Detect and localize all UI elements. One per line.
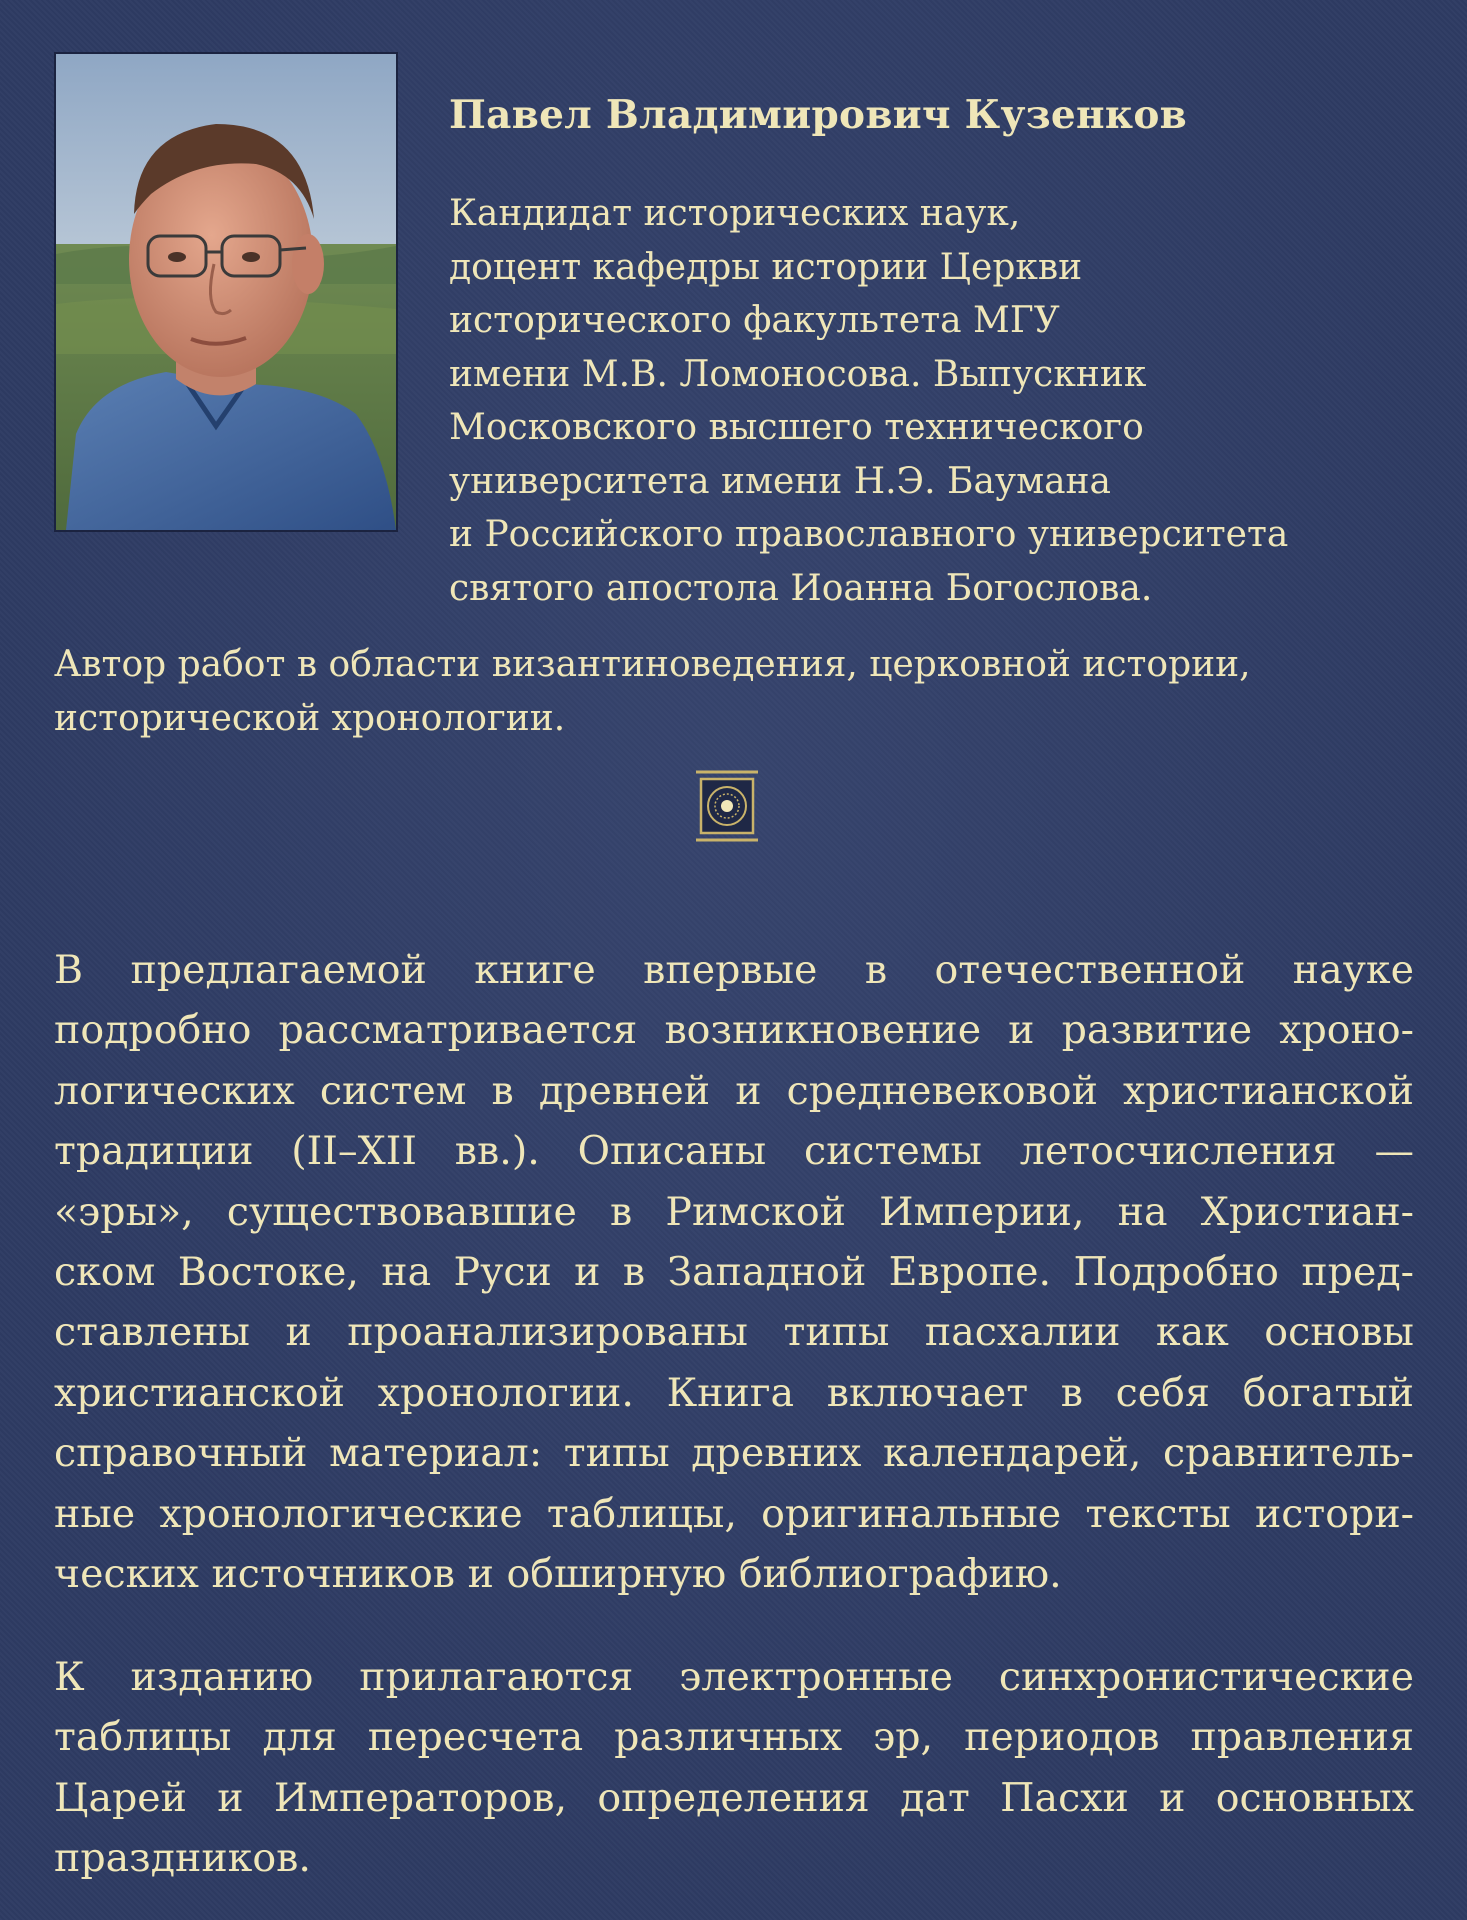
author-bio (449, 187, 1288, 615)
description-line: ском Востоке, на Руси и в Западной Европе. Подробно пред- (54, 1249, 1414, 1296)
bio-line: университета имени Н.Э. Баумана (449, 460, 1112, 502)
description-line: К изданию прилагаются электронные синхронистические (54, 1654, 1414, 1700)
description-line: «эры», существовавшие в Римской Империи, на Христиан- (54, 1188, 1414, 1235)
bio-line: доцент кафедры истории Церкви (449, 246, 1083, 288)
works-line: исторической хронологии. (54, 697, 566, 739)
bio-line: имени М.В. Ломоносова. Выпускник (449, 353, 1147, 395)
description-line: христианской хронологии. Книга включает в себя богатый (54, 1369, 1414, 1416)
author-photo (54, 52, 398, 532)
description-line: логических систем в древней и средневековой христианской (54, 1067, 1414, 1114)
description-line: ческих источников и обширную библиографию. (54, 1551, 1062, 1598)
author-works (54, 638, 1251, 745)
sun-emblem-icon (694, 770, 760, 842)
description-line: таблицы для пересчета различных эр, периодов правления (54, 1714, 1414, 1761)
book-description (54, 940, 1414, 1604)
description-line: ные хронологические таблицы, оригинальные тексты истори- (54, 1490, 1414, 1537)
description-line: подробно рассматривается возникновение и развитие хроно- (54, 1007, 1414, 1054)
description-line: праздников. (54, 1835, 311, 1882)
description-line: Царей и Императоров, определения дат Пасхи и основных (54, 1774, 1414, 1821)
bio-line: святого апостола Иоанна Богослова. (449, 567, 1153, 609)
bio-line: исторического факультета МГУ (449, 300, 1060, 341)
bio-line: Московского высшего технического (449, 407, 1144, 448)
bio-line: Кандидат исторических наук, (449, 193, 1021, 234)
supplement-description (54, 1647, 1414, 1889)
works-line: Автор работ в области византиноведения, церковной истории, (54, 644, 1251, 685)
description-line: ставлены и проанализированы типы пасхалии как основы (54, 1309, 1414, 1356)
author-name: Павел Владимирович Кузенков (449, 92, 1188, 138)
description-line: В предлагаемой книге впервые в отечественной науке (54, 947, 1414, 993)
description-line: традиции (II–XII вв.). Описаны системы летосчисления — (54, 1128, 1414, 1175)
bio-line: и Российского православного университета (449, 514, 1289, 555)
description-line: справочный материал: типы древних календарей, сравнитель- (54, 1430, 1414, 1477)
